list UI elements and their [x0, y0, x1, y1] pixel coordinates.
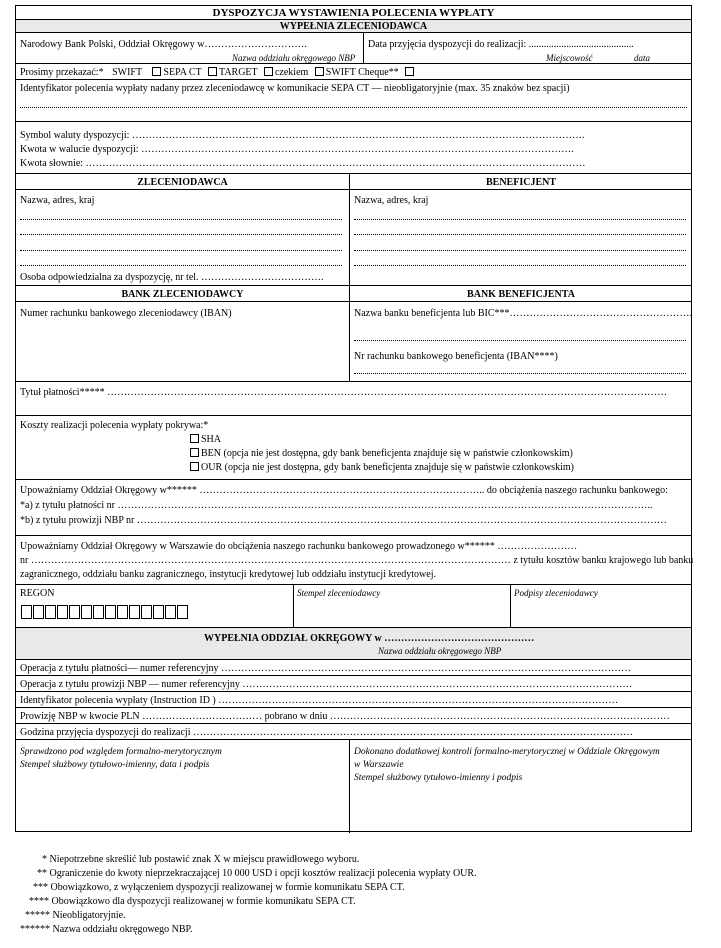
beneficiary-bank-line[interactable]	[354, 340, 686, 341]
commission-reference-field[interactable]: Operacja z tytułu prowizji NBP — numer referencyjny ………………………………………………………………………………………………………	[20, 679, 633, 690]
divider	[349, 740, 350, 833]
transfer-mode-row	[16, 64, 691, 80]
beneficiary-bank-header: BANK BENEFICJENTA	[467, 289, 575, 300]
payment-title-row	[16, 382, 691, 416]
principal-address-line[interactable]	[20, 219, 342, 220]
transfer-mode-label: Prosimy przekazać:*	[20, 67, 104, 78]
swift-cheque-checkbox[interactable]	[405, 67, 414, 76]
branch-section-header	[16, 628, 691, 660]
banks-body-row	[16, 302, 691, 382]
principal-address-line[interactable]	[20, 265, 342, 266]
principal-section-header	[16, 20, 691, 33]
option-swift-cheque: SWIFT Cheque**	[325, 67, 399, 78]
signatures-row	[16, 585, 691, 628]
instruction-id-field[interactable]: Identyfikator polecenia wypłaty (Instruction ID ) …………………………………………………………………………………………………………	[20, 695, 619, 706]
authorization-warsaw-field[interactable]: Upoważniamy Oddział Okręgowy w Warszawie do obciążenia naszego rachunku bankowego prowadzonego w****** ……………………	[20, 541, 578, 552]
principal-address-line[interactable]	[20, 234, 342, 235]
beneficiary-address-line[interactable]	[354, 250, 686, 251]
footnote: * Niepotrzebne skreślić lub postawić znak X w miejscu prawidłowego wyboru.	[42, 854, 360, 865]
formal-check-note: Sprawdzono pod względem formalno-merytorycznym Stempel służbowy tytułowo-imienny, data i podpis	[20, 747, 222, 770]
option-sepa-ct: SEPA CT	[163, 67, 202, 78]
branch-caption: Nazwa oddziału okręgowego NBP	[378, 646, 502, 656]
footnote: ****** Nazwa oddziału okręgowego NBP.	[20, 924, 193, 935]
footnote: *** Obowiązkowo, z wyłączeniem dyspozycji realizowanej w formie komunikatu SEPA CT.	[33, 882, 405, 893]
costs-label: Koszty realizacji polecenia wypłaty pokrywa:*	[20, 420, 209, 431]
sepa-ct-checkbox[interactable]	[208, 67, 217, 76]
beneficiary-iban-label: Nr rachunku bankowego beneficjenta (IBAN****)	[354, 351, 558, 362]
acceptance-date-field[interactable]: Data przyjęcia dyspozycji do realizacji: ..........................................	[368, 39, 634, 50]
cost-option-sha	[186, 434, 221, 445]
cost-option-ben	[186, 448, 573, 459]
amount-field[interactable]: Kwota w walucie dyspozycji: ………………………………………………………………………………………………………………….	[20, 144, 574, 155]
sha-label: SHA	[201, 434, 222, 445]
branch-op-payment-row	[16, 660, 691, 676]
principal-address-line[interactable]	[20, 250, 342, 251]
payment-number-field[interactable]: *a) z tytułu płatności nr ……………………………………………………………………………………………………………………………………………..	[20, 500, 653, 511]
principal-fills-label: WYPEŁNIA ZLECENIODAWCA	[279, 21, 428, 32]
principal-name-label: Nazwa, adres, kraj	[20, 195, 95, 206]
form-title: DYSPOZYCJA WYSTAWIENIA POLECENIA WYPŁATY	[212, 7, 495, 19]
footnote: **** Obowiązkowo dla dyspozycji realizowanej w formie komunikatu SEPA CT.	[29, 896, 356, 907]
currency-field[interactable]: Symbol waluty dyspozycji: ……………………………………………………………………………………………………………………….	[20, 130, 585, 141]
beneficiary-bic-field[interactable]: Nazwa banku beneficjenta lub BIC***……………………………………………….	[354, 308, 693, 319]
date-caption: data	[634, 53, 651, 63]
principal-bank-header: BANK ZLECENIODAWCY	[121, 289, 244, 300]
authorization-warsaw-text: zagranicznego, oddziału banku zagranicznego, instytucji kredytowej lub oddziału instytucji kredytowej.	[20, 569, 436, 580]
amount-in-words-field[interactable]: Kwota słownie: ……………………………………………………………………………………………………………………………………	[20, 158, 586, 169]
sepa-identifier-field[interactable]	[20, 107, 687, 108]
divider	[349, 302, 350, 381]
bank-branch-field[interactable]: Narodowy Bank Polski, Oddział Okręgowy w………………………….	[20, 39, 307, 50]
branch-fills-label: WYPEŁNIA ODDZIAŁ OKRĘGOWY w ………………………………………	[204, 633, 535, 644]
transfer-mode-group	[20, 67, 416, 78]
branch-commission-row	[16, 708, 691, 724]
banks-header-row	[16, 286, 691, 302]
branch-instruction-row	[16, 692, 691, 708]
payment-reference-field[interactable]: Operacja z tytułu płatności— numer referencyjny ……………………………………………………………………………………………………………	[20, 663, 632, 674]
our-label: OUR (opcja nie jest dostępna, gdy bank beneficjenta znajduje się w państwie członkowskim)	[201, 462, 574, 473]
cost-option-our	[186, 462, 574, 473]
commission-amount-field[interactable]: Prowizję NBP w kwocie PLN ……………………………… pobrano w dniu …………………………………………………………………………………………	[20, 711, 670, 722]
commission-number-field[interactable]: *b) z tytułu prowizji NBP nr ……………………………………………………………………………………………………………………………………………	[20, 515, 667, 526]
authorization-row-2	[16, 536, 694, 585]
footnote: ** Ograniczenie do kwoty nieprzekraczającej 10 000 USD i opcji kosztów realizacji polecenia wypłaty OUR.	[37, 868, 477, 879]
regon-input[interactable]	[21, 605, 189, 619]
parties-body-row	[16, 190, 691, 286]
form-title-row	[16, 6, 691, 20]
signatures-label: Podpisy zleceniodawcy	[514, 588, 598, 598]
identifier-row	[16, 80, 691, 122]
acceptance-time-field[interactable]: Godzina przyjęcia dyspozycji do realizacji ……………………………………………………………………………………………………………………	[20, 727, 633, 738]
payment-order-form	[15, 5, 692, 832]
authorization-row-1	[16, 480, 691, 536]
branch-time-row	[16, 724, 691, 740]
beneficiary-address-line[interactable]	[354, 265, 686, 266]
contact-person-field[interactable]: Osoba odpowiedzialna za dyspozycję, nr tel. ……………………………….	[20, 272, 324, 283]
place-caption: Miejscowość	[546, 53, 593, 63]
ben-label: BEN (opcja nie jest dostępna, gdy bank beneficjenta znajduje się w państwie członkowskim)	[201, 448, 573, 459]
option-swift: SWIFT	[112, 67, 142, 78]
sha-checkbox[interactable]	[190, 434, 199, 443]
option-cheque: czekiem	[274, 67, 309, 78]
beneficiary-address-line[interactable]	[354, 234, 686, 235]
beneficiary-iban-field[interactable]	[354, 373, 686, 374]
footnote: ***** Nieobligatoryjnie.	[25, 910, 126, 921]
amount-row	[16, 122, 691, 174]
divider	[349, 190, 350, 285]
branch-op-commission-row	[16, 676, 691, 692]
payment-title-field[interactable]: Tytuł płatności***** ……………………………………………………………………………………………………………………………………………………	[20, 387, 668, 398]
cheque-checkbox[interactable]	[315, 67, 324, 76]
divider	[293, 585, 294, 627]
regon-label: REGON	[20, 588, 55, 599]
beneficiary-header: BENEFICJENT	[485, 177, 556, 188]
divider	[510, 585, 511, 627]
checks-row	[16, 740, 691, 833]
option-target: TARGET	[219, 67, 258, 78]
bank-branch-caption: Nazwa oddziału okręgowego NBP	[232, 53, 356, 63]
stamp-label: Stempel zleceniodawcy	[297, 588, 381, 598]
sepa-identifier-label: Identyfikator polecenia wypłaty nadany przez zleceniodawcę w komunikacie SEPA CT — nieobligatoryjnie (max. 35 znaków bez spacji)	[20, 83, 570, 94]
account-number-field[interactable]: nr ……………………………………………………………………………………………………………………………… z tytułu kosztów banku krajowego lub banku	[20, 555, 694, 566]
divider	[363, 33, 364, 63]
bank-date-row	[16, 33, 691, 64]
costs-row	[16, 416, 691, 480]
beneficiary-name-label: Nazwa, adres, kraj	[354, 195, 429, 206]
swift-checkbox[interactable]	[152, 67, 161, 76]
ben-checkbox[interactable]	[190, 448, 199, 457]
parties-header-row	[16, 174, 691, 190]
additional-check-note: Dokonano dodatkowej kontroli formalno-merytorycznej w Oddziale Okręgowym w Warszawie Stempel służbowy tytułowo-imienny i podpis	[354, 747, 660, 783]
our-checkbox[interactable]	[190, 462, 199, 471]
beneficiary-address-line[interactable]	[354, 219, 686, 220]
target-checkbox[interactable]	[264, 67, 273, 76]
principal-iban-field[interactable]: Numer rachunku bankowego zleceniodawcy (IBAN)	[20, 308, 232, 319]
principal-header: ZLECENIODAWCA	[137, 177, 228, 188]
authorization-branch-field[interactable]: Upoważniamy Oddział Okręgowy w****** ………………………………………………………………………….. do obciążenia naszego rachunku bankowego:	[20, 485, 668, 496]
